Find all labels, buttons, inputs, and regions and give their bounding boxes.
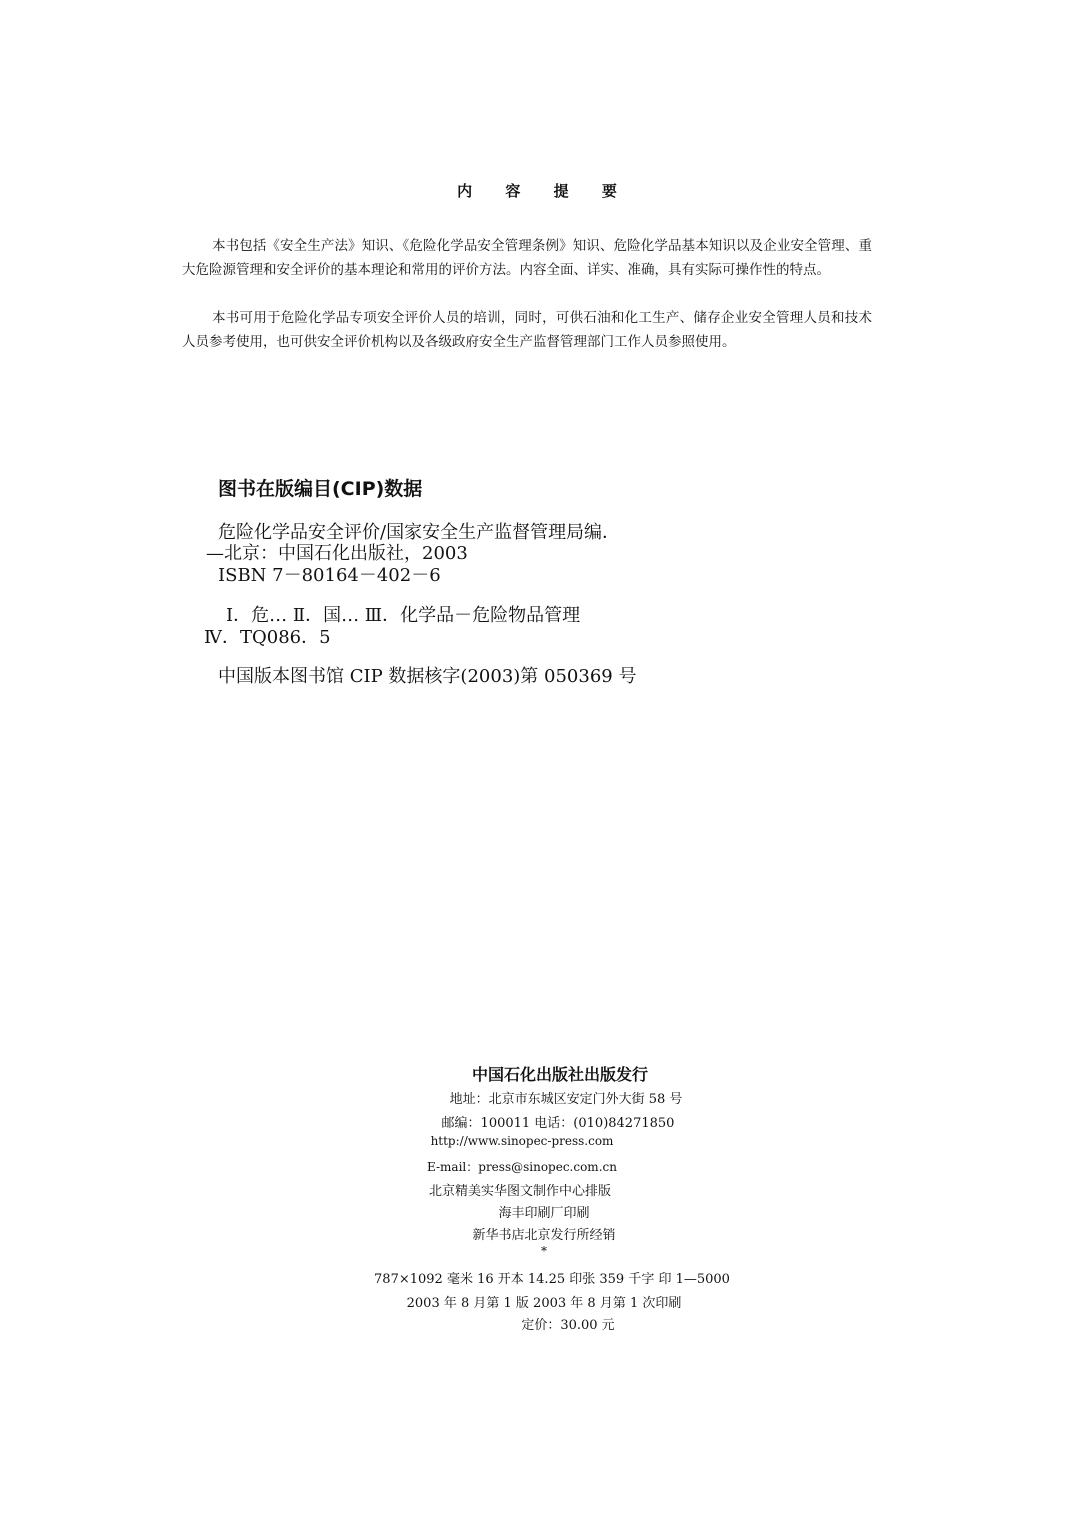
cip-record-number: 中国版本图书馆 CIP 数据核字(2003)第 050369 号 [218, 666, 637, 687]
cip-classification: Ⅳ．TQ086．5 [204, 627, 331, 648]
imprint-address: 地址：北京市东城区安定门外大街 58 号 [449, 1092, 683, 1107]
cip-subject-line: Ⅰ．危… Ⅱ．国… Ⅲ．化学品－危险物品管理 [226, 605, 581, 626]
imprint-typesetter: 北京精美实华图文制作中心排版 [428, 1184, 611, 1199]
imprint-edition: 2003 年 8 月第 1 版 2003 年 8 月第 1 次印刷 [406, 1296, 682, 1311]
cip-title-line: 危险化学品安全评价/国家安全生产监督管理局编． [218, 522, 621, 543]
imprint-url: http://www.sinopec-press.com [430, 1134, 614, 1148]
imprint-separator: * [541, 1244, 547, 1258]
imprint-specs: 787×1092 毫米 16 开本 14.25 印张 359 千字 印 1—5000 [374, 1272, 730, 1287]
imprint-email: E-mail：press@sinopec.com.cn [427, 1160, 617, 1174]
cip-isbn: ISBN 7－80164－402－6 [218, 565, 441, 586]
cip-publisher-line: —北京：中国石化出版社，2003 [206, 543, 468, 564]
cip-heading: 图书在版编目(CIP)数据 [218, 478, 423, 500]
imprint-publisher: 中国石化出版社出版发行 [471, 1065, 648, 1084]
imprint-printer: 海丰印刷厂印刷 [498, 1206, 590, 1221]
summary-paragraph-1: 本书包括《安全生产法》知识、《危险化学品安全管理条例》知识、危险化学品基本知识以及企业安全管理、重大危险源管理和安全评价的基本理论和常用的评价方法。内容全面、详实、准确，具有实际可操作性的特点。 [182, 237, 872, 278]
summary-paragraph-2: 本书可用于危险化学品专项安全评价人员的培训，同时，可供石油和化工生产、储存企业安全管理人员和技术人员参考使用，也可供安全评价机构以及各级政府安全生产监督管理部门工作人员参照使用。 [182, 309, 872, 350]
summary-title: 内 容 提 要 [457, 182, 631, 200]
imprint-contact: 邮编：100011 电话：(010)84271850 [441, 1116, 675, 1131]
imprint-price: 定价：30.00 元 [521, 1318, 615, 1333]
imprint-distributor: 新华书店北京发行所经销 [472, 1228, 616, 1243]
